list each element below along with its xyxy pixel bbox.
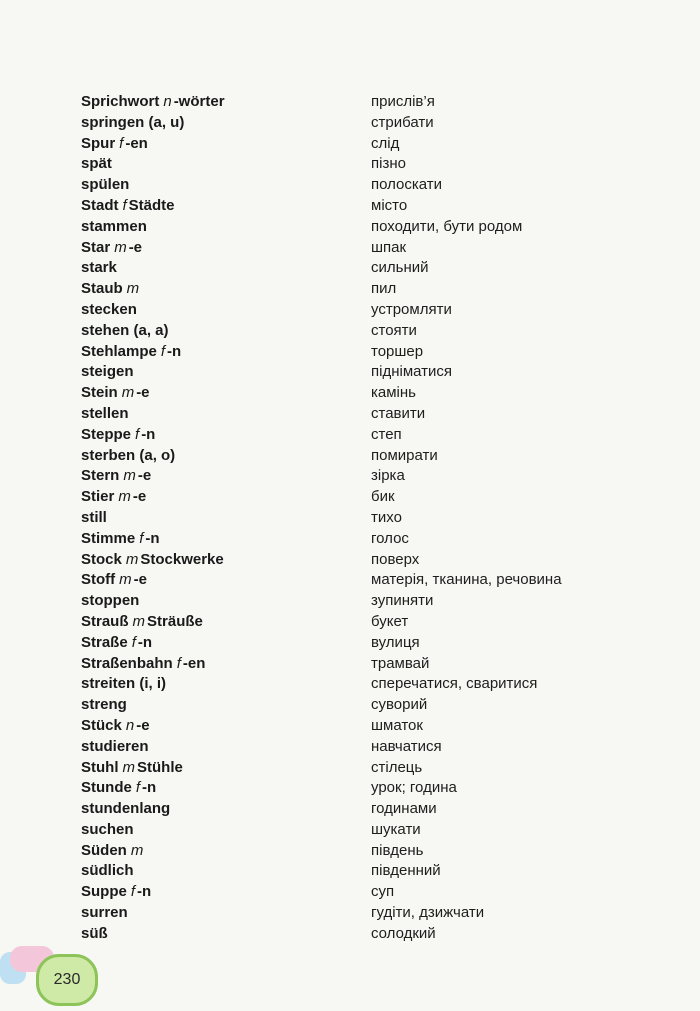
ukrainian-translation: торшер [371,342,424,360]
headword-text: Stimme [81,529,136,547]
german-headword [81,238,142,259]
gender-marker: m [125,550,139,568]
plural-form: -n [137,883,152,901]
entry-row [0,134,700,155]
ukrainian-translation: стрибати [371,113,434,131]
gender-marker: m [119,571,132,589]
german-headword [81,300,137,321]
gender-marker: f [119,134,124,152]
gender-marker: m [130,841,144,859]
ukrainian-translation: стояти [371,321,417,339]
entry-row [0,924,700,945]
german-headword [81,425,155,446]
headword-text: Suppe [81,883,127,901]
entry-row [0,841,700,862]
ukrainian-translation: пізно [371,155,406,173]
plural-form: -e [132,488,147,506]
german-headword [81,550,224,571]
gender-marker: f [160,342,166,360]
german-headword [81,154,112,175]
headword-text: stammen [81,217,147,235]
plural-form: -e [137,467,152,485]
headword-text: Staub [81,280,123,298]
ukrainian-translation: вулиця [371,633,420,651]
german-headword [81,654,205,675]
ukrainian-translation: гудіти, дзижчати [371,904,485,922]
gender-marker: f [122,196,127,214]
german-headword [81,799,170,820]
german-headword [81,529,160,550]
entry-row [0,758,700,779]
german-headword [81,342,181,363]
headword-text: still [81,508,107,526]
german-headword [81,882,151,903]
ukrainian-translation: степ [371,425,402,443]
headword-text: Sprichwort [81,93,160,110]
entry-row [0,550,700,571]
plural-form: -en [125,134,148,152]
headword-text: südlich [81,862,134,880]
headword-text: spät [81,155,112,173]
gender-marker: m [132,612,146,630]
entry-row [0,300,700,321]
headword-text: stoppen [81,592,140,610]
german-headword [81,508,107,529]
headword-text: Stock [81,550,122,568]
headword-text: Stunde [81,779,132,797]
entry-row [0,487,700,508]
german-headword [81,196,175,217]
german-headword [81,591,139,612]
gender-marker: f [135,425,140,443]
page-number: 230 [36,954,98,1006]
ukrainian-translation: камінь [371,384,416,402]
entry-row [0,882,700,903]
headword-text: Steppe [81,425,132,443]
headword-text: Straßenbahn [81,654,173,672]
headword-text: Straße [81,633,128,651]
entry-row [0,861,700,882]
entry-row [0,591,700,612]
ukrainian-translation: місто [371,196,408,214]
entry-row [0,695,700,716]
gender-marker: m [122,758,135,776]
ukrainian-translation: годинами [371,800,437,818]
entry-row [0,633,700,654]
entry-row [0,258,700,279]
german-headword [81,633,152,654]
ukrainian-translation: сперечатися, сваритися [371,675,538,693]
ukrainian-translation: слід [371,134,400,152]
gender-marker: m [118,488,131,506]
german-headword [81,446,175,467]
entry-row [0,529,700,550]
german-headword [81,404,129,425]
headword-text: streng [81,696,127,714]
ukrainian-translation: шматок [371,716,423,734]
ukrainian-translation: урок; година [371,779,457,797]
german-headword [81,92,225,113]
plural-form: -e [136,716,150,734]
headword-text: Strauß [81,612,129,630]
plural-form: -n [142,779,157,797]
ukrainian-translation: тихо [371,508,402,526]
german-headword [81,113,184,134]
ukrainian-translation: стілець [371,758,423,776]
plural-form: -e [136,384,150,402]
headword-text: Stehlampe [81,342,157,360]
german-headword [81,258,117,279]
headword-text: springen (a, u) [81,113,185,131]
entry-row [0,654,700,675]
gender-marker: m [121,384,135,402]
ukrainian-translation: помирати [371,446,438,464]
entry-row [0,342,700,363]
gender-marker: f [135,779,141,797]
german-headword [81,758,183,779]
plural-form: -en [182,654,206,672]
gender-marker: m [123,467,136,485]
german-headword [81,612,203,633]
german-headword [81,321,169,342]
ukrainian-translation: ставити [371,404,426,422]
headword-text: studieren [81,737,149,755]
entry-row [0,92,700,113]
german-headword [81,134,148,155]
plural-form: -n [137,633,153,651]
entry-row [0,570,700,591]
entry-row [0,279,700,300]
entry-row [0,238,700,259]
gender-marker: m [114,238,127,256]
headword-text: Stück [81,716,122,734]
entry-row [0,321,700,342]
gender-marker: f [176,654,181,672]
ukrainian-translation: навчатися [371,737,442,755]
headword-text: surren [81,904,128,922]
ukrainian-translation: солодкий [371,924,436,942]
headword-text: Star [81,238,111,256]
german-headword [81,841,145,862]
german-headword [81,217,147,238]
headword-text: Stern [81,467,120,485]
german-headword [81,383,150,404]
headword-text: stecken [81,300,137,318]
headword-text: streiten (i, i) [81,675,167,693]
ukrainian-translation: суворий [371,696,428,714]
ukrainian-translation: зірка [371,467,405,485]
german-headword [81,362,134,383]
headword-text: stellen [81,404,129,422]
ukrainian-translation: устромляти [371,300,452,318]
german-headword [81,466,151,487]
german-headword [81,487,146,508]
entry-row [0,820,700,841]
headword-text: süß [81,924,108,942]
entry-row [0,196,700,217]
headword-text: sterben (a, o) [81,446,176,464]
plural-form: -n [167,342,182,360]
plural-form: -e [128,238,143,256]
plural-form: Stühle [137,758,183,776]
ukrainian-translation: голос [371,529,409,547]
entry-row [0,466,700,487]
german-headword [81,924,108,945]
headword-text: suchen [81,820,134,838]
german-headword [81,903,128,924]
entry-row [0,175,700,196]
ukrainian-translation: поверх [371,550,420,568]
ukrainian-translation: підніматися [371,363,453,381]
headword-text: Stoff [81,571,116,589]
entry-row [0,217,700,238]
headword-text: Spur [81,134,116,152]
entry-row [0,799,700,820]
entry-row [0,778,700,799]
ukrainian-translation: зупиняти [371,592,434,610]
ukrainian-translation: південь [371,841,424,859]
ukrainian-translation: матерія, тканина, речовина [371,571,562,589]
plural-form: Städte [128,196,175,214]
headword-text: spülen [81,176,130,194]
gender-marker: f [131,633,136,651]
german-headword [81,570,147,591]
entry-row [0,425,700,446]
ukrainian-translation: прислів’я [371,93,435,110]
headword-text: stundenlang [81,800,171,818]
entry-row [0,362,700,383]
vocabulary-list [0,92,700,945]
headword-text: Stuhl [81,758,119,776]
entry-row [0,383,700,404]
german-headword [81,861,134,882]
gender-marker: n [125,716,135,734]
german-headword [81,820,134,841]
gender-marker: m [126,280,140,298]
ukrainian-translation: полоскати [371,176,443,194]
ukrainian-translation: трамвай [371,654,430,672]
german-headword [81,279,141,300]
entry-row [0,154,700,175]
ukrainian-translation: бик [371,488,395,506]
plural-form: -n [141,425,156,443]
german-headword [81,175,129,196]
entry-row [0,508,700,529]
entry-row [0,113,700,134]
gender-marker: f [130,883,136,901]
entry-row [0,716,700,737]
plural-form: Stockwerke [140,550,224,568]
plural-form: -n [145,529,160,547]
plural-form: -e [133,571,147,589]
ukrainian-translation: букет [371,612,409,630]
german-headword [81,778,156,799]
ukrainian-translation: пил [371,280,397,298]
ukrainian-translation: шукати [371,820,421,838]
german-headword [81,716,150,737]
ukrainian-translation: сильний [371,259,429,277]
headword-text: Stein [81,384,118,402]
german-headword [81,737,149,758]
headword-text: stark [81,259,117,277]
headword-text: steigen [81,363,134,381]
headword-text: Stadt [81,196,119,214]
entry-row [0,903,700,924]
headword-text: Süden [81,841,127,859]
entry-row [0,737,700,758]
german-headword [81,674,166,695]
headword-text: Stier [81,488,115,506]
entry-row [0,404,700,425]
ukrainian-translation: походити, бути родом [371,217,523,235]
plural-form: -wörter [173,93,225,110]
ukrainian-translation: суп [371,883,395,901]
gender-marker: n [163,93,172,110]
entry-row [0,612,700,633]
entry-row [0,674,700,695]
entry-row [0,446,700,467]
page-number-badge [0,944,110,1011]
headword-text: stehen (a, a) [81,321,169,339]
ukrainian-translation: шпак [371,238,407,256]
plural-form: Sträuße [147,612,203,630]
german-headword [81,695,127,716]
ukrainian-translation: південний [371,862,441,880]
gender-marker: f [139,529,144,547]
